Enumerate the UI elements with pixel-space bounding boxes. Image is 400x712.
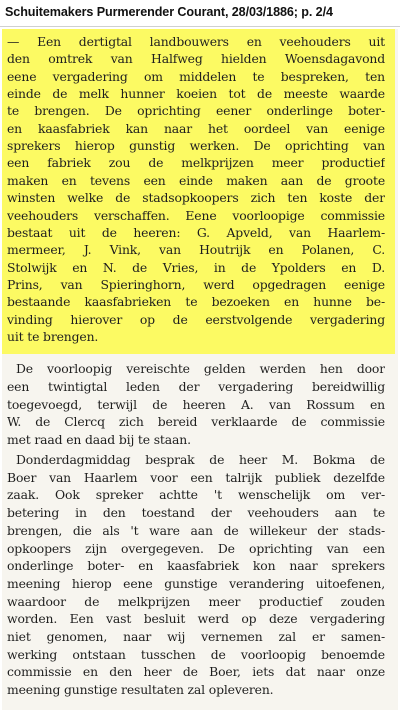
paragraph3-line: Donderdagmiddag besprak de heer M. Bokma de [16, 453, 385, 467]
paragraph1-line: sprekers hierop gunstig werken. De oprichting van [7, 139, 385, 154]
paragraph2-line: W. de Clercq zich bereid verklaarde de commissie [7, 415, 385, 430]
paragraph1-line: winsten welke de stadsopkoopers zich ten koste der [7, 191, 385, 206]
paragraph1-line: maken en tevens een einde maken aan de groote [7, 173, 385, 188]
paragraph3-line: niet genomen, naar wij vernemen zal er samen- [7, 630, 385, 644]
paragraph1-line: Prins, van Spieringhorn, werd opgedragen eenige [7, 277, 385, 292]
paragraph2-line: met raad en daad bij te staan. [7, 433, 191, 448]
paragraph1-line: vinding hierover op de eerstvolgende vergadering [7, 312, 385, 327]
paragraph1-line: Stolwijk en N. de Vries, in de Ypolders en D. [7, 260, 385, 275]
paragraph2-line: toegevoegd, terwijl de heeren A. van Rossum en [7, 397, 385, 412]
paragraph3-line: commissie en den heer de Boer, iets dat naar onze [7, 665, 385, 680]
paragraph3-line: Boer van Haarlem voor een talrijk publiek dezelfde [7, 470, 385, 485]
paragraph1-line: den omtrek van Halfweg hielden Woensdagavond [7, 52, 385, 67]
paragraph3-line: brengen, die als 't ware aan de willekeur der stads- [7, 523, 385, 538]
paragraph3-line: betering in den toestand der veehouders aan te [7, 506, 385, 521]
paragraph1-line: te brengen. De oprichting eener onderlinge boter- [7, 104, 385, 119]
paragraph3-line: meening gunstige resultaten zal opleveren. [7, 683, 274, 698]
paragraph1-line: — Een dertigtal landbouwers en veehouders uit [7, 35, 385, 49]
newspaper-clipping [2, 29, 398, 710]
paragraph3-line: waardoor de melkprijzen meer productief zouden [7, 594, 385, 609]
clipping-source-title: Schuitemakers Purmerender Courant, 28/03/1886; p. 2/4 [5, 5, 333, 19]
paragraph3-line: werking ontstaan tusschen de voorloopig benoemde [7, 647, 385, 662]
paragraph3-line: onderlinge boter- en kaasfabriek kon naar sprekers [7, 559, 385, 574]
paragraph3-line: opkoopers zijn overgegeven. De oprichting van een [7, 541, 385, 556]
paragraph1-line: bestaat uit de heeren: G. Apveld, van Haarlem- [7, 225, 385, 240]
paragraph1-line: uit te brengen. [7, 329, 99, 344]
clipping-header [0, 0, 400, 27]
paragraph1-line: mermeer, J. Vink, van Houtrijk en Polanen, C. [7, 243, 385, 258]
paragraph1-line: veehouders verschaffen. Eene voorloopige commissie [7, 208, 385, 223]
paragraph3-line: zaak. Ook spreker achtte 't wenschelijk om ver- [7, 488, 385, 503]
paragraph2-line: De voorloopig vereischte gelden werden hen door [16, 362, 385, 376]
paragraph2-line: een twintigtal leden der vergadering bereidwillig [7, 379, 385, 394]
paragraph1-line: een fabriek zou de melkprijzen meer productief [7, 156, 385, 171]
paragraph1-line: bestaande kaasfabrieken te bezoeken en hunne be- [7, 295, 385, 310]
paragraph3-line: meening hierop eene gunstige verandering uitoefenen, [7, 576, 385, 591]
paragraph1-line: eene vergadering om middelen te bespreken, ten [7, 69, 385, 84]
paragraph1-line: en kaasfabriek kan naar het oordeel van eenige [7, 121, 385, 136]
paragraph1-line: einde de melk hunner koeien tot de meeste waarde [7, 87, 385, 102]
paragraph3-line: worden. Een vast besluit werd op deze vergadering [7, 612, 385, 627]
